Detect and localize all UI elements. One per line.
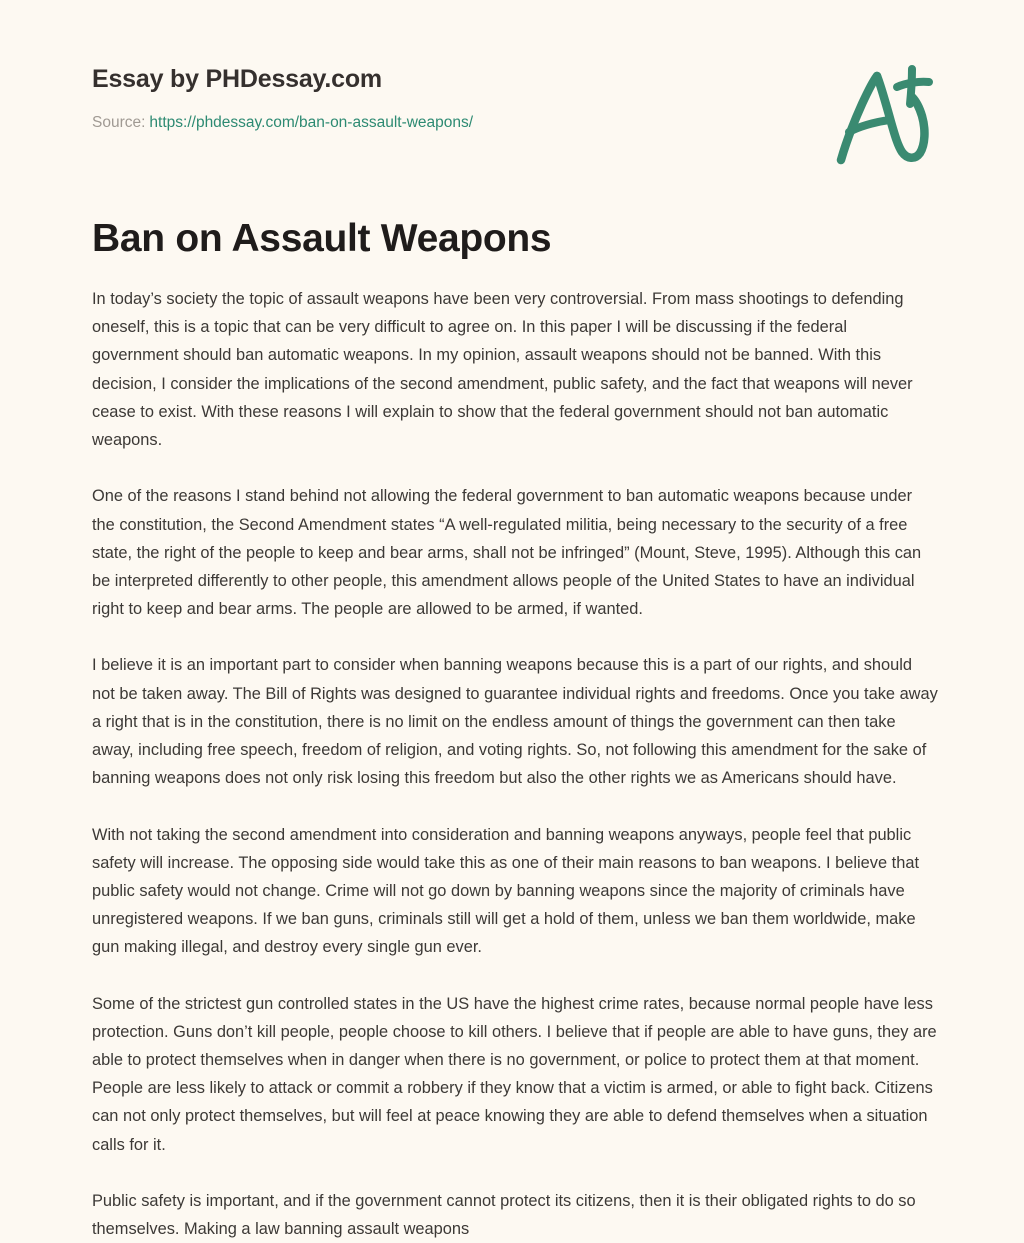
paragraph: One of the reasons I stand behind not allowing the federal government to ban automatic weapons because under the constitution, the Second Amendment states “A well-regulated militia, being necessary to the security of a free state, the right of the people to keep and bear arms, shall not be infringed” (Mount, Steve, 1995). Although this can be interpreted differently to other people, this amendment allows people of the United States to have an individual right to keep and bear arms. The people are allowed to be armed, if wanted. xyxy=(92,487,922,619)
source-label: Source: xyxy=(92,114,146,131)
page-title: Ban on Assault Weapons xyxy=(92,217,552,260)
aplus-logo xyxy=(826,52,946,172)
brand-title: Essay by PHDessay.com xyxy=(92,65,382,93)
essay-body xyxy=(92,285,938,1243)
paragraph: Public safety is important, and if the government cannot protect its citizens, then it is their obligated rights to do so themselves. Making a law banning assault weapons xyxy=(92,1191,916,1239)
source-url-link[interactable]: https://phdessay.com/ban-on-assault-weapons/ xyxy=(149,114,474,131)
paragraph: Some of the strictest gun controlled states in the US have the highest crime rates, because normal people have less protection. Guns don’t kill people, people choose to kill others. I believe that if people are able to have guns, they are able to protect themselves when in danger when there is no government, or police to protect them at that moment. People are less likely to attack or commit a robbery if they know that a victim is armed, or able to fight back. Citizens can not only protect themselves, but will feel at peace knowing they are able to defend themselves when a situation calls for it. xyxy=(92,994,937,1154)
paragraph: With not taking the second amendment into consideration and banning weapons anyways, people feel that public safety will increase. The opposing side would take this as one of their main reasons to ban weapons. I believe that public safety would not change. Crime will not go down by banning weapons since the majority of criminals have unregistered weapons. If we ban guns, criminals still will get a hold of them, unless we ban them worldwide, make gun making illegal, and destroy every single gun ever. xyxy=(92,825,919,957)
source-line xyxy=(92,94,932,133)
paragraph: I believe it is an important part to consider when banning weapons because this is a part of our rights, and should not be taken away. The Bill of Rights was designed to guarantee individual rights and freedoms. Once you take away a right that is in the constitution, there is no limit on the endless amount of things the government can then take away, including free speech, freedom of religion, and voting rights. So, not following this amendment for the sake of banning weapons does not only risk losing this freedom but also the other rights we as Americans should have. xyxy=(92,656,938,788)
paragraph: In today’s society the topic of assault weapons have been very controversial. From mass shootings to defending oneself, this is a topic that can be very difficult to agree on. In this paper I will be discussing if the federal government should ban automatic weapons. In my opinion, assault weapons should not be banned. With this decision, I consider the implications of the second amendment, public safety, and the fact that weapons will never cease to exist. With these reasons I will explain to show that the federal government should not ban automatic weapons. xyxy=(92,290,913,450)
aplus-logo-icon xyxy=(826,52,946,172)
document-header xyxy=(92,64,932,174)
